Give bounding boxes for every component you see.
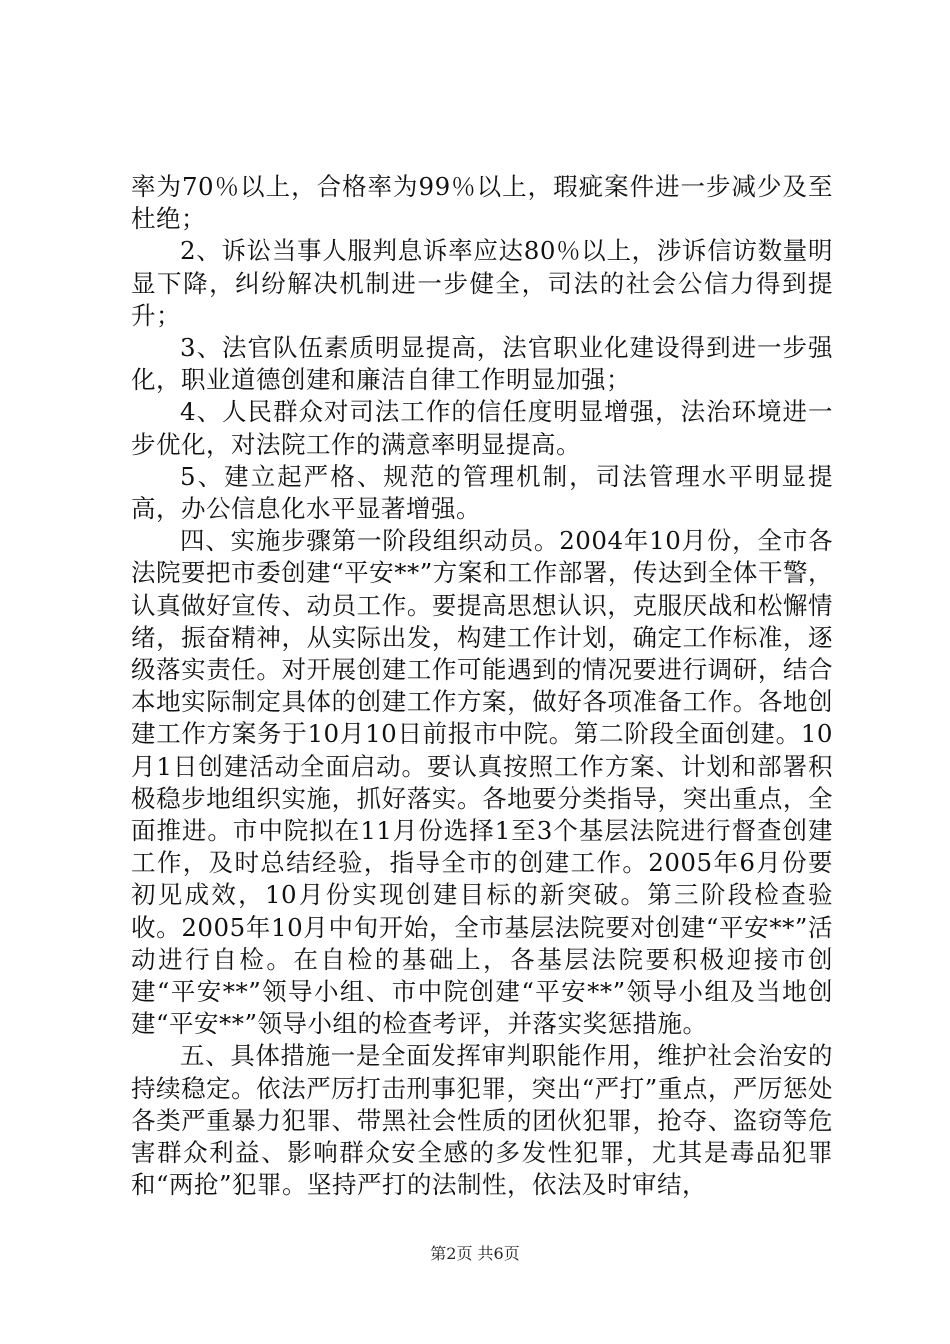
paragraph-continuation: 率为70％以上，合格率为99％以上，瑕疵案件进一步减少及至杜绝； [131, 172, 833, 234]
paragraph-item-2: 2、诉讼当事人服判息诉率应达80％以上，涉诉信访数量明显下降，纠纷解决机制进一步健全，司法的社会公信力得到提升； [131, 236, 833, 330]
paragraph-section-5: 五、具体措施一是全面发挥审判职能作用，维护社会治安的持续稳定。依法严厉打击刑事犯罪，突出“严打”重点，严厉惩处各类严重暴力犯罪、带黑社会性质的团伙犯罪，抢夺、盗窃等危害群众利益、影响群众安全感的多发性犯罪，尤其是毒品犯罪和“两抢”犯罪。坚持严打的法制性，依法及时审结， [131, 1041, 833, 1200]
document-body [131, 171, 833, 1202]
page-number-footer: 第2页 共6页 [430, 1244, 520, 1263]
paragraph-item-3: 3、法官队伍素质明显提高，法官职业化建设得到进一步强化，职业道德创建和廉洁自律工作明显加强； [131, 333, 833, 395]
paragraph-item-5: 5、建立起严格、规范的管理机制，司法管理水平明显提高，办公信息化水平显著增强。 [131, 461, 833, 524]
paragraph-section-4: 四、实施步骤第一阶段组织动员。2004年10月份，全市各法院要把市委创建“平安**”方案和工作部署，传达到全体干警，认真做好宣传、动员工作。要提高思想认识，克服厌战和松懈情绪，振奋精神，从实际出发，构建工作计划，确定工作标准，逐级落实责任。对开展创建工作可能遇到的情况要进行调研，结合本地实际制定具体的创建工作方案，做好各项准备工作。各地创建工作方案务于10月10日前报市中院。第二阶段全面创建。10月1日创建活动全面启动。要认真按照工作方案、计划和部署积极稳步地组织实施，抓好落实。各地要分类指导，突出重点，全面推进。市中院拟在11月份选择1至3个基层法院进行督查创建工作，及时总结经验，指导全市的创建工作。2005年6月份要初见成效，10月份实现创建目标的新突破。第三阶段检查验收。2005年10月中旬开始，全市基层法院要对创建“平安**”活动进行自检。在自检的基础上，各基层法院要积极迎接市创建“平安**”领导小组、市中院创建“平安**”领导小组及当地创建“平安**”领导小组的检查考评，并落实奖惩措施。 [131, 526, 833, 1039]
paragraph-item-4: 4、人民群众对司法工作的信任度明显增强，法治环境进一步优化，对法院工作的满意率明显提高。 [131, 397, 833, 459]
